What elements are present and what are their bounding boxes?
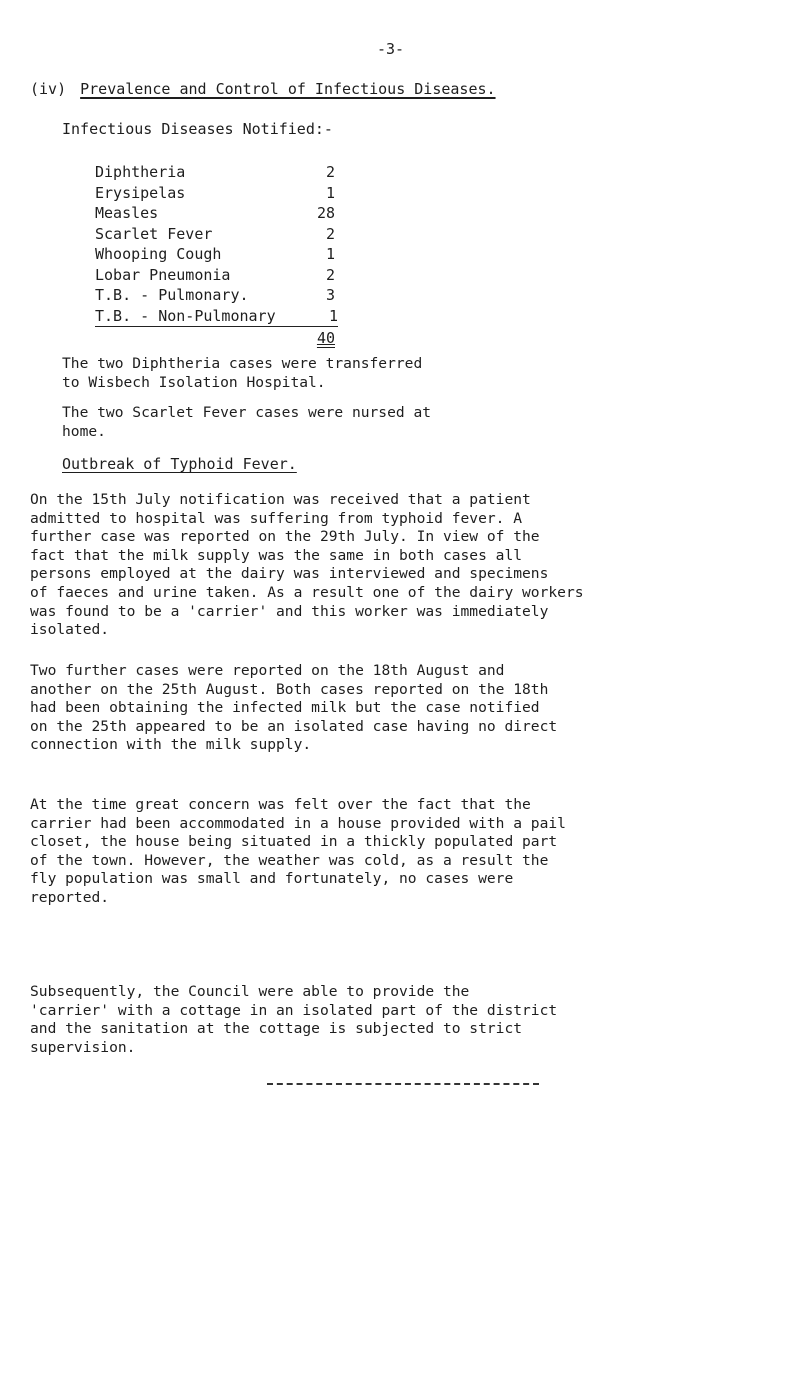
- disease-count: 1: [325, 245, 335, 263]
- total-count: 40: [316, 329, 335, 347]
- disease-count: 1: [328, 306, 338, 325]
- disease-name: Whooping Cough: [95, 245, 222, 263]
- disease-name: Measles: [95, 204, 159, 222]
- outbreak-paragraph-2: Two further cases were reported on the 18th August and another on the 25th August. Both cases reported on the 18th had been obtaining the infected milk but the case notified on the 25th appeared to be an isolated case having no direct connection with the milk supply.: [30, 662, 558, 754]
- end-rule: [267, 1083, 539, 1085]
- disease-row: [95, 306, 338, 328]
- disease-table: [95, 162, 338, 349]
- disease-count: 1: [325, 183, 335, 202]
- disease-count: 3: [325, 286, 335, 304]
- section-number: (iv): [30, 80, 67, 98]
- outbreak-paragraph-1: On the 15th July notification was received that a patient admitted to hospital was suffering from typhoid fever. A further case was reported on the 29th July. In view of the fact that the milk supply was the same in both cases all persons employed at the dairy was interviewed and specimens of faeces and urine taken. As a result one of the dairy workers was found to be a 'carrier' and this worker was immediately isolated.: [30, 491, 584, 639]
- outbreak-paragraph-4: Subsequently, the Council were able to provide the 'carrier' with a cottage in an isolated part of the district and the sanitation at the cottage is subjected to strict supervision.: [30, 983, 558, 1056]
- disease-row: [95, 244, 335, 265]
- section-heading: [30, 80, 496, 98]
- notified-heading: Infectious Diseases Notified:-: [62, 120, 333, 138]
- disease-name: T.B. - Pulmonary.: [95, 286, 249, 304]
- total-row: [95, 327, 335, 349]
- outbreak-paragraph-3: At the time great concern was felt over the fact that the carrier had been accommodated in a house provided with a pail closet, the house being situated in a thickly populated part of the town. However, the weather was cold, as a result the fly population was small and fortunately, no cases were reported.: [30, 796, 566, 906]
- outbreak-heading: Outbreak of Typhoid Fever.: [62, 455, 297, 473]
- disease-name: Diphtheria: [95, 163, 186, 181]
- diphtheria-paragraph: The two Diphtheria cases were transferred to Wisbech Isolation Hospital.: [62, 355, 423, 391]
- disease-row: [95, 203, 335, 224]
- disease-count: 2: [325, 265, 335, 284]
- disease-row: [95, 224, 335, 245]
- disease-row: [95, 183, 335, 204]
- disease-count: 28: [316, 204, 335, 222]
- page-number: -3-: [377, 40, 405, 58]
- disease-count: 2: [325, 163, 335, 181]
- disease-name: T.B. - Non-Pulmonary: [95, 306, 276, 325]
- disease-name: Lobar Pneumonia: [95, 265, 231, 284]
- disease-name: Erysipelas: [95, 183, 186, 202]
- disease-count: 2: [325, 224, 335, 243]
- disease-row: [95, 285, 335, 306]
- disease-row: [95, 265, 335, 286]
- section-title: Prevalence and Control of Infectious Diseases.: [80, 80, 496, 98]
- disease-name: Scarlet Fever: [95, 224, 213, 243]
- scarlet-fever-paragraph: The two Scarlet Fever cases were nursed at home.: [62, 404, 432, 440]
- disease-row: [95, 162, 335, 183]
